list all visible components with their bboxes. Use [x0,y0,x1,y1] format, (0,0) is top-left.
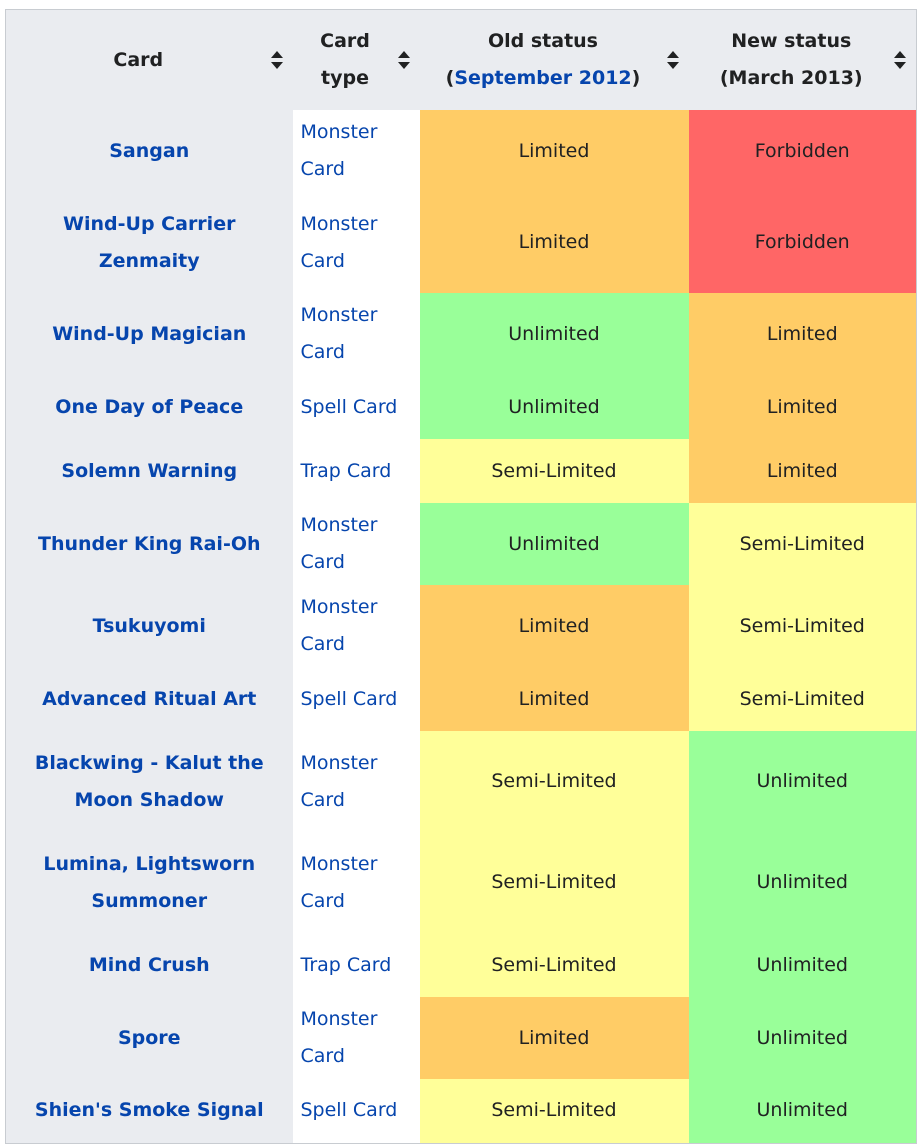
card-type-link[interactable]: Monster Card [300,1008,378,1067]
card-name-link[interactable]: Wind-Up Carrier Zenmaity [63,212,236,272]
column-header-card-label: Card [113,48,164,71]
card-name-cell [6,293,293,375]
card-type-cell [293,667,420,731]
old-status-cell: Limited [420,667,689,731]
card-name-link[interactable]: Advanced Ritual Art [42,687,257,710]
old-status-cell: Unlimited [420,375,689,439]
september-2012-link[interactable]: September 2012 [454,67,632,89]
old-status-cell: Limited [420,192,689,293]
sort-icon[interactable] [667,51,679,69]
new-status-cell: Limited [689,293,917,375]
card-name-cell [6,667,293,731]
new-status-cell: Forbidden [689,192,917,293]
table-header-row [6,10,917,111]
old-status-cell: Limited [420,997,689,1079]
card-type-link[interactable]: Trap Card [300,953,392,976]
card-name-cell [6,1079,293,1143]
table-row [6,439,917,503]
new-status-cell: Limited [689,439,917,503]
table-row [6,731,917,832]
card-name-cell [6,375,293,439]
card-type-link[interactable]: Spell Card [300,687,398,710]
card-name-link[interactable]: Spore [117,1026,181,1049]
old-status-cell: Unlimited [420,293,689,375]
card-name-link[interactable]: Lumina, Lightsworn Summoner [43,852,256,912]
card-name-cell [6,110,293,192]
table-row [6,997,917,1079]
card-name-link[interactable]: Solemn Warning [61,459,238,482]
new-status-cell: Unlimited [689,997,917,1079]
table-row [6,832,917,933]
table-row [6,110,917,192]
column-header-old-status-line1: Old status [487,30,598,52]
column-header-new-status-line1: New status [731,30,852,52]
new-status-cell: Semi-Limited [689,585,917,667]
table-row [6,503,917,585]
table-row [6,375,917,439]
card-status-table [5,9,917,1144]
card-type-link[interactable]: Spell Card [300,1099,398,1122]
card-type-cell [293,585,420,667]
column-header-new-status-line2: (March 2013) [719,67,863,89]
sort-icon[interactable] [398,51,410,69]
table-row [6,585,917,667]
column-header-card-type-line1: Card [320,30,370,52]
card-name-cell [6,731,293,832]
old-status-cell: Semi-Limited [420,439,689,503]
card-type-cell [293,192,420,293]
card-type-link[interactable]: Monster Card [300,514,378,573]
old-status-cell: Semi-Limited [420,731,689,832]
card-name-link[interactable]: One Day of Peace [55,395,244,418]
card-name-cell [6,832,293,933]
card-name-link[interactable]: Wind-Up Magician [52,322,247,345]
old-status-cell: Semi-Limited [420,832,689,933]
card-name-cell [6,503,293,585]
card-name-link[interactable]: Thunder King Rai-Oh [37,532,261,555]
card-type-link[interactable]: Monster Card [300,121,378,180]
card-type-link[interactable]: Spell Card [300,395,398,418]
old-status-cell: Limited [420,110,689,192]
card-name-cell [6,439,293,503]
old-status-cell: Semi-Limited [420,933,689,997]
card-type-cell [293,933,420,997]
card-type-link[interactable]: Monster Card [300,852,378,912]
card-type-cell [293,1079,420,1143]
card-status-table-wrapper [5,9,916,1144]
card-type-link[interactable]: Monster Card [300,751,378,811]
card-type-cell [293,832,420,933]
new-status-cell: Semi-Limited [689,503,917,585]
card-name-link[interactable]: Tsukuyomi [92,614,206,637]
card-type-cell [293,375,420,439]
card-name-cell [6,933,293,997]
new-status-cell: Unlimited [689,1079,917,1143]
card-type-cell [293,439,420,503]
card-name-cell [6,997,293,1079]
column-header-old-status[interactable] [420,10,689,111]
card-name-link[interactable]: Blackwing - Kalut the Moon Shadow [34,751,264,811]
column-header-new-status[interactable] [689,10,917,111]
card-type-link[interactable]: Monster Card [300,212,378,272]
old-status-cell: Semi-Limited [420,1079,689,1143]
sort-icon[interactable] [271,51,283,69]
new-status-cell: Limited [689,375,917,439]
column-header-old-status-close: ) [631,67,641,89]
card-type-link[interactable]: Monster Card [300,304,378,363]
new-status-cell: Forbidden [689,110,917,192]
column-header-card-type-line2: type [321,67,369,89]
card-type-cell [293,110,420,192]
card-name-link[interactable]: Sangan [109,139,190,162]
column-header-card-type[interactable] [293,10,420,111]
column-header-card[interactable] [6,10,293,111]
new-status-cell: Unlimited [689,731,917,832]
new-status-cell: Unlimited [689,832,917,933]
table-row [6,1079,917,1143]
sort-icon[interactable] [894,51,906,69]
new-status-cell: Semi-Limited [689,667,917,731]
card-type-link[interactable]: Trap Card [300,459,392,482]
card-type-cell [293,997,420,1079]
table-row [6,192,917,293]
table-row [6,667,917,731]
column-header-old-status-open: ( [445,67,455,89]
card-type-cell [293,503,420,585]
card-name-link[interactable]: Shien's Smoke Signal [34,1099,264,1122]
card-name-cell [6,585,293,667]
table-row [6,933,917,997]
new-status-cell: Unlimited [689,933,917,997]
card-name-cell [6,192,293,293]
card-type-cell [293,731,420,832]
old-status-cell: Unlimited [420,503,689,585]
table-row [6,293,917,375]
card-type-link[interactable]: Monster Card [300,596,378,655]
old-status-cell: Limited [420,585,689,667]
card-type-cell [293,293,420,375]
card-name-link[interactable]: Mind Crush [88,953,210,976]
